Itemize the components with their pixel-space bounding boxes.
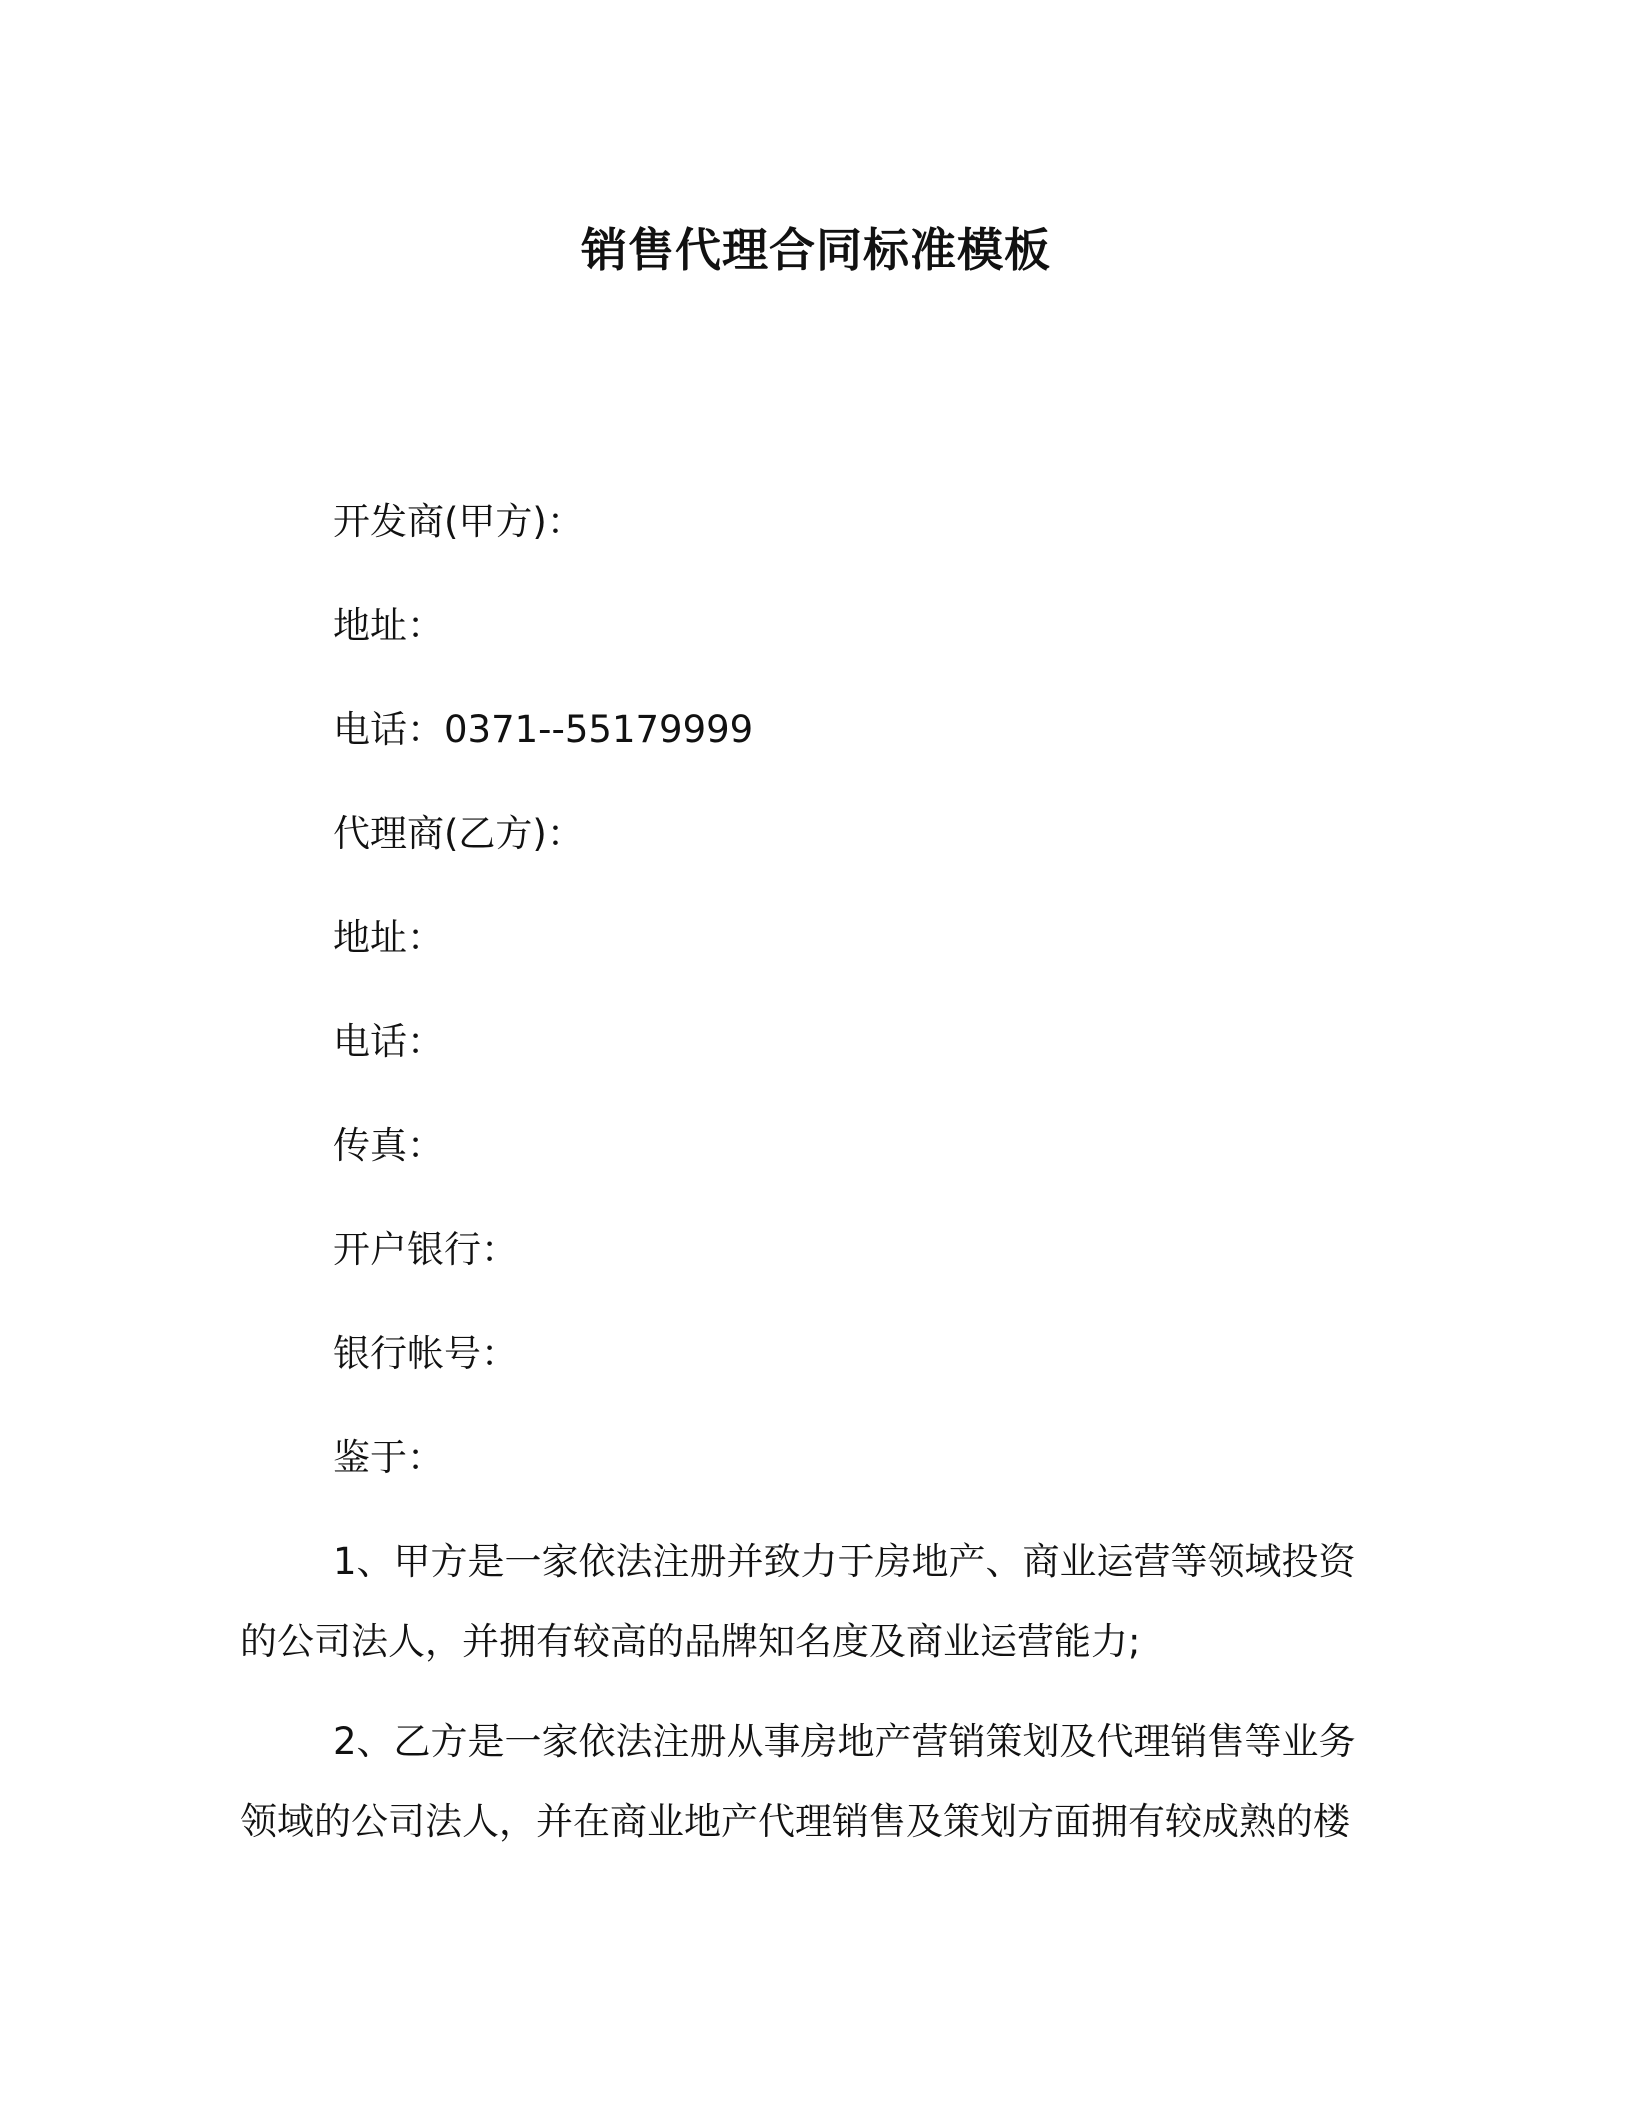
clause-line: 领域的公司法人，并在商业地产代理销售及策划方面拥有较成熟的楼 <box>240 1800 1350 1843</box>
agent-party-b-field <box>333 808 584 860</box>
clause-line: 1、甲方是一家依法注册并致力于房地产、商业运营等领域投资 <box>333 1540 1356 1583</box>
bank-name-field <box>333 1224 518 1276</box>
field-label: 开发商(甲方)： <box>333 500 584 543</box>
clause-line: 的公司法人，并拥有较高的品牌知名度及商业运营能力; <box>240 1620 1141 1663</box>
field-label: 鉴于： <box>333 1436 444 1479</box>
whereas-heading <box>333 1432 444 1484</box>
party-a-phone-field <box>333 704 753 756</box>
field-label: 地址： <box>333 604 444 647</box>
field-label: 传真： <box>333 1124 444 1167</box>
field-label: 开户银行： <box>333 1228 518 1271</box>
document-title: 销售代理合同标准模板 <box>581 223 1051 277</box>
party-b-address-field <box>333 912 444 964</box>
field-label: 电话： <box>333 708 444 751</box>
field-label: 银行帐号： <box>333 1332 518 1375</box>
field-label: 地址： <box>333 916 444 959</box>
fax-field <box>333 1120 444 1172</box>
party-b-phone-field <box>333 1016 444 1068</box>
developer-party-a-field <box>333 496 584 548</box>
field-label: 代理商(乙方)： <box>333 812 584 855</box>
clause-line: 2、乙方是一家依法注册从事房地产营销策划及代理销售等业务 <box>333 1720 1356 1763</box>
bank-account-field <box>333 1328 518 1380</box>
field-value: 0371--55179999 <box>444 708 754 751</box>
field-label: 电话： <box>333 1020 444 1063</box>
party-a-address-field <box>333 600 444 652</box>
